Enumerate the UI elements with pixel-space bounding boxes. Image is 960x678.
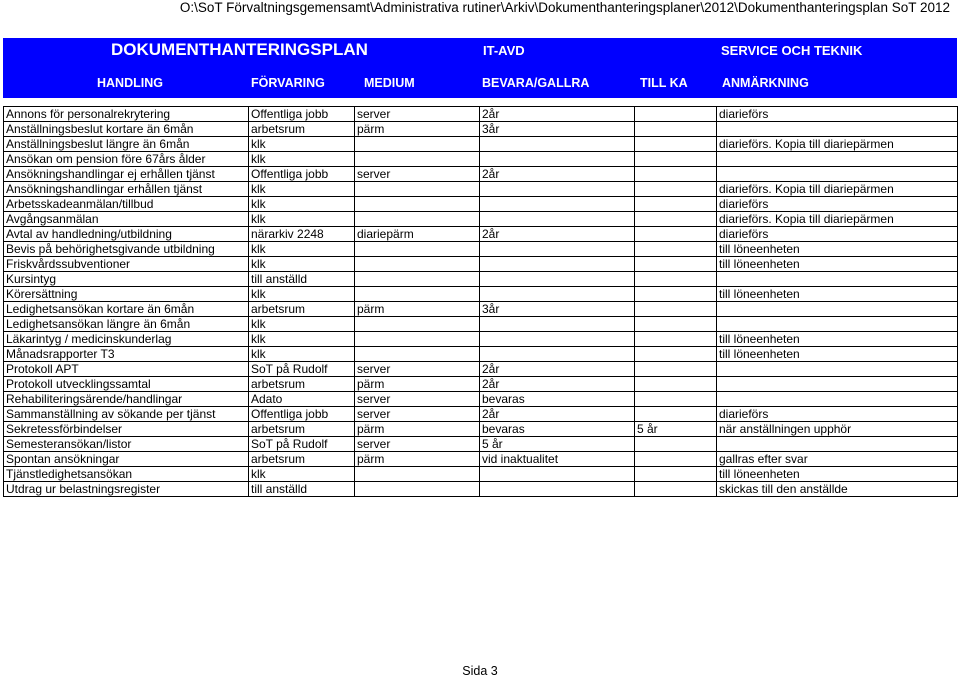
cell-forvaring: SoT på Rudolf	[249, 437, 355, 452]
cell-forvaring: klk	[249, 137, 355, 152]
cell-anmarkning: gallras efter svar	[717, 452, 958, 467]
cell-bevara: 3år	[480, 122, 635, 137]
cell-forvaring: arbetsrum	[249, 452, 355, 467]
cell-anmarkning: diarieförs. Kopia till diariepärmen	[717, 212, 958, 227]
cell-forvaring: SoT på Rudolf	[249, 362, 355, 377]
table-row	[4, 182, 958, 197]
table-row	[4, 287, 958, 302]
cell-medium: pärm	[355, 452, 480, 467]
cell-medium: pärm	[355, 122, 480, 137]
table-row	[4, 452, 958, 467]
cell-anmarkning	[717, 437, 958, 452]
cell-bevara	[480, 182, 635, 197]
cell-handling: Månadsrapporter T3	[4, 347, 249, 362]
table-row	[4, 272, 958, 287]
cell-till-ka	[635, 212, 717, 227]
cell-bevara	[480, 347, 635, 362]
cell-handling: Anställningsbeslut kortare än 6mån	[4, 122, 249, 137]
cell-bevara: 2år	[480, 167, 635, 182]
cell-forvaring: klk	[249, 317, 355, 332]
document-title: DOKUMENTHANTERINGSPLAN	[111, 40, 368, 59]
cell-medium	[355, 152, 480, 167]
column-header-anmarkning: ANMÄRKNING	[722, 76, 809, 90]
cell-handling: Utdrag ur belastningsregister	[4, 482, 249, 497]
cell-medium	[355, 137, 480, 152]
cell-till-ka	[635, 122, 717, 137]
cell-handling: Avtal av handledning/utbildning	[4, 227, 249, 242]
cell-anmarkning: diarieförs	[717, 407, 958, 422]
cell-handling: Protokoll APT	[4, 362, 249, 377]
cell-anmarkning	[717, 167, 958, 182]
cell-anmarkning: till löneenheten	[717, 467, 958, 482]
cell-anmarkning: skickas till den anställde	[717, 482, 958, 497]
column-header-forvaring: FÖRVARING	[251, 76, 325, 90]
cell-anmarkning	[717, 362, 958, 377]
cell-anmarkning	[717, 152, 958, 167]
cell-bevara	[480, 137, 635, 152]
column-header-medium: MEDIUM	[364, 76, 415, 90]
table-row	[4, 137, 958, 152]
table-row	[4, 422, 958, 437]
cell-forvaring: till anställd	[249, 272, 355, 287]
cell-till-ka	[635, 257, 717, 272]
cell-anmarkning	[717, 122, 958, 137]
cell-bevara: 2år	[480, 107, 635, 122]
cell-forvaring: klk	[249, 152, 355, 167]
cell-till-ka	[635, 482, 717, 497]
cell-handling: Ansökan om pension före 67års ålder	[4, 152, 249, 167]
cell-till-ka	[635, 377, 717, 392]
cell-medium: server	[355, 392, 480, 407]
cell-handling: Ansökningshandlingar erhållen tjänst	[4, 182, 249, 197]
cell-till-ka: 5 år	[635, 422, 717, 437]
cell-forvaring: klk	[249, 467, 355, 482]
table-row	[4, 482, 958, 497]
cell-till-ka	[635, 167, 717, 182]
cell-handling: Sammanställning av sökande per tjänst	[4, 407, 249, 422]
cell-till-ka	[635, 467, 717, 482]
table-row	[4, 107, 958, 122]
table-row	[4, 362, 958, 377]
cell-till-ka	[635, 347, 717, 362]
cell-medium	[355, 182, 480, 197]
cell-handling: Körersättning	[4, 287, 249, 302]
department-label: SERVICE OCH TEKNIK	[721, 43, 863, 58]
cell-forvaring: arbetsrum	[249, 302, 355, 317]
cell-bevara: 2år	[480, 407, 635, 422]
cell-till-ka	[635, 452, 717, 467]
cell-forvaring: arbetsrum	[249, 422, 355, 437]
page-footer	[0, 664, 960, 678]
table-row	[4, 227, 958, 242]
cell-forvaring: Offentliga jobb	[249, 407, 355, 422]
cell-anmarkning: när anställningen upphör	[717, 422, 958, 437]
cell-handling: Kursintyg	[4, 272, 249, 287]
table-row	[4, 197, 958, 212]
cell-handling: Ansökningshandlingar ej erhållen tjänst	[4, 167, 249, 182]
cell-till-ka	[635, 392, 717, 407]
cell-till-ka	[635, 182, 717, 197]
cell-handling: Ledighetsansökan kortare än 6mån	[4, 302, 249, 317]
table-row	[4, 152, 958, 167]
cell-forvaring: klk	[249, 197, 355, 212]
column-header-till-ka: TILL KA	[640, 76, 688, 90]
cell-anmarkning: till löneenheten	[717, 347, 958, 362]
cell-anmarkning: diarieförs	[717, 107, 958, 122]
cell-medium	[355, 482, 480, 497]
cell-medium: server	[355, 407, 480, 422]
cell-bevara: 2år	[480, 227, 635, 242]
cell-forvaring: arbetsrum	[249, 122, 355, 137]
cell-anmarkning: diarieförs. Kopia till diariepärmen	[717, 137, 958, 152]
cell-till-ka	[635, 362, 717, 377]
table-row	[4, 302, 958, 317]
cell-medium: server	[355, 437, 480, 452]
cell-medium: server	[355, 107, 480, 122]
cell-till-ka	[635, 152, 717, 167]
cell-medium: pärm	[355, 422, 480, 437]
cell-medium	[355, 347, 480, 362]
cell-forvaring: klk	[249, 287, 355, 302]
column-header-handling: HANDLING	[97, 76, 163, 90]
cell-forvaring: klk	[249, 212, 355, 227]
cell-medium	[355, 242, 480, 257]
cell-till-ka	[635, 287, 717, 302]
unit-label: IT-AVD	[483, 43, 525, 58]
cell-handling: Semesteransökan/listor	[4, 437, 249, 452]
table-row	[4, 407, 958, 422]
cell-medium	[355, 332, 480, 347]
cell-bevara: vid inaktualitet	[480, 452, 635, 467]
cell-till-ka	[635, 272, 717, 287]
cell-medium: server	[355, 167, 480, 182]
cell-medium	[355, 467, 480, 482]
table-row	[4, 347, 958, 362]
document-table	[3, 106, 958, 497]
table-row	[4, 122, 958, 137]
cell-medium	[355, 287, 480, 302]
cell-forvaring: till anställd	[249, 482, 355, 497]
cell-bevara	[480, 152, 635, 167]
cell-medium: diariepärm	[355, 227, 480, 242]
cell-forvaring: klk	[249, 347, 355, 362]
document-header	[3, 38, 957, 98]
cell-handling: Avgångsanmälan	[4, 212, 249, 227]
table-row	[4, 167, 958, 182]
file-path: O:\SoT Förvaltningsgemensamt\Administrativa rutiner\Arkiv\Dokumenthanteringsplaner\2012\Dokumenthanteringsplan SoT 2012	[179, 0, 950, 15]
cell-forvaring: klk	[249, 182, 355, 197]
cell-handling: Annons för personalrekrytering	[4, 107, 249, 122]
cell-handling: Spontan ansökningar	[4, 452, 249, 467]
cell-bevara: 3år	[480, 302, 635, 317]
cell-handling: Arbetsskadeanmälan/tillbud	[4, 197, 249, 212]
cell-forvaring: arbetsrum	[249, 377, 355, 392]
cell-till-ka	[635, 227, 717, 242]
cell-handling: Rehabiliteringsärende/handlingar	[4, 392, 249, 407]
cell-bevara: 2år	[480, 377, 635, 392]
cell-bevara	[480, 242, 635, 257]
cell-till-ka	[635, 197, 717, 212]
cell-till-ka	[635, 242, 717, 257]
table-row	[4, 377, 958, 392]
cell-till-ka	[635, 332, 717, 347]
table-row	[4, 242, 958, 257]
cell-bevara: 5 år	[480, 437, 635, 452]
cell-till-ka	[635, 437, 717, 452]
cell-medium	[355, 272, 480, 287]
cell-bevara	[480, 272, 635, 287]
cell-forvaring: klk	[249, 257, 355, 272]
cell-medium	[355, 197, 480, 212]
cell-medium	[355, 212, 480, 227]
cell-medium: pärm	[355, 377, 480, 392]
cell-medium: pärm	[355, 302, 480, 317]
cell-bevara	[480, 257, 635, 272]
cell-till-ka	[635, 317, 717, 332]
cell-anmarkning	[717, 317, 958, 332]
cell-bevara: bevaras	[480, 392, 635, 407]
cell-handling: Sekretessförbindelser	[4, 422, 249, 437]
cell-anmarkning: diarieförs. Kopia till diariepärmen	[717, 182, 958, 197]
page-number: Sida 3	[462, 664, 498, 678]
cell-till-ka	[635, 107, 717, 122]
table-body	[4, 107, 958, 497]
cell-anmarkning: till löneenheten	[717, 287, 958, 302]
cell-anmarkning: till löneenheten	[717, 257, 958, 272]
table-row	[4, 392, 958, 407]
cell-forvaring: klk	[249, 242, 355, 257]
cell-anmarkning	[717, 377, 958, 392]
cell-handling: Bevis på behörighetsgivande utbildning	[4, 242, 249, 257]
cell-bevara	[480, 197, 635, 212]
cell-bevara: 2år	[480, 362, 635, 377]
cell-till-ka	[635, 137, 717, 152]
table-row	[4, 332, 958, 347]
cell-anmarkning: diarieförs	[717, 227, 958, 242]
table-row	[4, 257, 958, 272]
cell-handling: Tjänstledighetsansökan	[4, 467, 249, 482]
cell-handling: Anställningsbeslut längre än 6mån	[4, 137, 249, 152]
cell-forvaring: närarkiv 2248	[249, 227, 355, 242]
cell-bevara	[480, 317, 635, 332]
cell-anmarkning	[717, 392, 958, 407]
cell-medium	[355, 257, 480, 272]
cell-handling: Friskvårdssubventioner	[4, 257, 249, 272]
cell-bevara	[480, 212, 635, 227]
cell-handling: Läkarintyg / medicinskunderlag	[4, 332, 249, 347]
cell-forvaring: Adato	[249, 392, 355, 407]
table-row	[4, 317, 958, 332]
cell-medium: server	[355, 362, 480, 377]
cell-handling: Protokoll utvecklingssamtal	[4, 377, 249, 392]
cell-medium	[355, 317, 480, 332]
table-row	[4, 212, 958, 227]
cell-anmarkning: till löneenheten	[717, 332, 958, 347]
cell-forvaring: Offentliga jobb	[249, 107, 355, 122]
cell-anmarkning: till löneenheten	[717, 242, 958, 257]
column-header-bevara: BEVARA/GALLRA	[482, 76, 590, 90]
cell-forvaring: klk	[249, 332, 355, 347]
cell-forvaring: Offentliga jobb	[249, 167, 355, 182]
cell-handling: Ledighetsansökan längre än 6mån	[4, 317, 249, 332]
cell-anmarkning	[717, 272, 958, 287]
cell-till-ka	[635, 302, 717, 317]
cell-anmarkning	[717, 302, 958, 317]
table-row	[4, 467, 958, 482]
cell-bevara	[480, 332, 635, 347]
cell-bevara	[480, 467, 635, 482]
cell-bevara: bevaras	[480, 422, 635, 437]
cell-anmarkning: diarieförs	[717, 197, 958, 212]
cell-till-ka	[635, 407, 717, 422]
table-row	[4, 437, 958, 452]
cell-bevara	[480, 482, 635, 497]
cell-bevara	[480, 287, 635, 302]
